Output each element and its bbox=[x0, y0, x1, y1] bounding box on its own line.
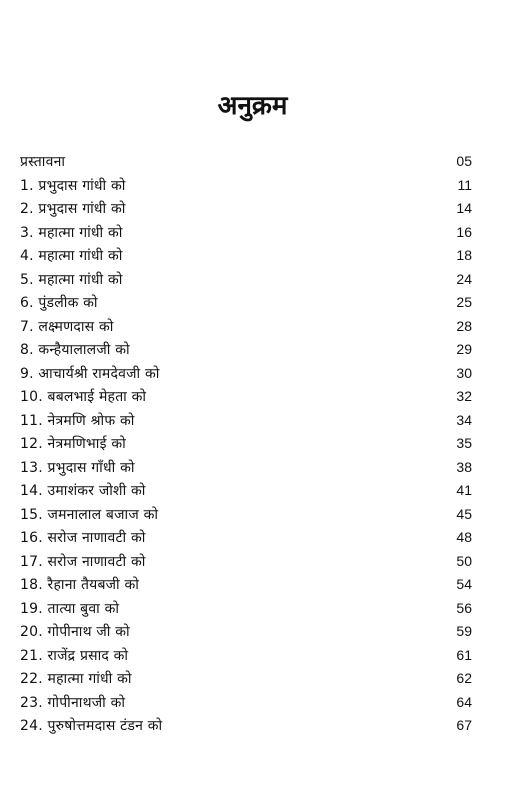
toc-entry-page-number: 14 bbox=[456, 200, 472, 216]
toc-entry-title: 15. जमनालाल बजाज को bbox=[20, 506, 159, 523]
toc-entry-title: 18. रैहाना तैयबजी को bbox=[20, 577, 140, 593]
toc-entry-page-number: 25 bbox=[456, 294, 472, 310]
toc-entry-page-number: 30 bbox=[456, 364, 472, 381]
toc-entry bbox=[20, 456, 472, 480]
toc-entry bbox=[20, 385, 472, 409]
toc-entry-page-number: 11 bbox=[457, 176, 472, 193]
toc-entry-page-number: 18 bbox=[456, 247, 472, 263]
toc-entry-title: प्रस्तावना bbox=[20, 154, 66, 170]
toc-entry-title: 3. महात्मा गांधी को bbox=[20, 224, 123, 241]
toc-entry bbox=[20, 597, 472, 621]
toc-entry-page-number: 56 bbox=[456, 599, 472, 616]
toc-entry bbox=[20, 150, 472, 174]
toc-entry-page-number: 50 bbox=[456, 552, 472, 569]
toc-entry-title: 5. महात्मा गांधी को bbox=[20, 271, 123, 288]
toc-entry-title: 6. पुंडलीक को bbox=[20, 295, 98, 311]
toc-entry-page-number: 64 bbox=[456, 693, 472, 710]
toc-entry-page-number: 24 bbox=[456, 270, 472, 287]
toc-entry-title: 7. लक्ष्मणदास को bbox=[20, 318, 114, 335]
toc-entry bbox=[20, 409, 472, 433]
toc-entry bbox=[20, 620, 472, 644]
toc-entry bbox=[20, 667, 472, 691]
toc-entry bbox=[20, 479, 472, 503]
toc-entry bbox=[20, 362, 472, 386]
toc-entry-title: 17. सरोज नाणावटी को bbox=[20, 553, 146, 570]
toc-entry-title: 1. प्रभुदास गांधी को bbox=[20, 177, 126, 194]
toc-entry-title: 23. गोपीनाथजी को bbox=[20, 694, 126, 711]
toc-entry-title: 21. राजेंद्र प्रसाद को bbox=[20, 647, 129, 664]
toc-entry-title: 13. प्रभुदास गाँधी को bbox=[20, 459, 135, 476]
toc-entry bbox=[20, 550, 472, 574]
toc-entry-page-number: 41 bbox=[456, 482, 472, 498]
toc-entry bbox=[20, 526, 472, 550]
toc-entry-page-number: 05 bbox=[456, 153, 472, 169]
page-title: अनुक्रम bbox=[217, 91, 288, 121]
toc-entry-title: 20. गोपीनाथ जी को bbox=[20, 624, 130, 640]
table-of-contents bbox=[20, 150, 472, 738]
toc-entry-title: 19. तात्या बुवा को bbox=[20, 600, 120, 617]
toc-entry-page-number: 32 bbox=[456, 388, 472, 404]
toc-entry bbox=[20, 573, 472, 597]
toc-entry-title: 10. बबलभाई मेहता को bbox=[20, 389, 147, 405]
toc-entry bbox=[20, 315, 472, 339]
toc-entry-page-number: 61 bbox=[456, 646, 472, 663]
toc-entry-title: 22. महात्मा गांधी को bbox=[20, 671, 132, 687]
toc-entry-title: 9. आचार्यश्री रामदेवजी को bbox=[20, 365, 160, 382]
toc-entry bbox=[20, 338, 472, 362]
toc-entry-title: 12. नेत्रमणिभाई को bbox=[20, 436, 126, 452]
toc-entry-title: 11. नेत्रमणि श्रोफ को bbox=[20, 412, 135, 429]
toc-entry bbox=[20, 221, 472, 245]
toc-entry bbox=[20, 291, 472, 315]
toc-entry-title: 24. पुरुषोत्तमदास टंडन को bbox=[20, 718, 163, 734]
toc-entry bbox=[20, 691, 472, 715]
toc-entry-page-number: 67 bbox=[456, 717, 472, 733]
toc-entry-page-number: 38 bbox=[456, 458, 472, 475]
toc-entry bbox=[20, 503, 472, 527]
toc-entry-page-number: 62 bbox=[456, 670, 472, 686]
toc-entry-page-number: 34 bbox=[456, 411, 472, 428]
toc-entry-page-number: 29 bbox=[456, 341, 472, 357]
toc-entry-title: 14. उमाशंकर जोशी को bbox=[20, 483, 146, 499]
toc-entry-title: 4. महात्मा गांधी को bbox=[20, 248, 123, 264]
toc-entry-title: 8. कन्हैयालालजी को bbox=[20, 342, 130, 358]
toc-entry bbox=[20, 244, 472, 268]
toc-entry-title: 2. प्रभुदास गांधी को bbox=[20, 201, 126, 217]
toc-entry-page-number: 45 bbox=[456, 505, 472, 522]
toc-entry bbox=[20, 644, 472, 668]
toc-entry-page-number: 54 bbox=[456, 576, 472, 592]
toc-entry-page-number: 28 bbox=[456, 317, 472, 334]
toc-entry-page-number: 16 bbox=[456, 223, 472, 240]
toc-entry bbox=[20, 174, 472, 198]
toc-entry-title: 16. सरोज नाणावटी को bbox=[20, 530, 146, 546]
toc-entry bbox=[20, 432, 472, 456]
toc-entry bbox=[20, 268, 472, 292]
toc-entry-page-number: 59 bbox=[456, 623, 472, 639]
toc-entry bbox=[20, 197, 472, 221]
toc-entry-page-number: 35 bbox=[456, 435, 472, 451]
toc-entry bbox=[20, 714, 472, 738]
toc-entry-page-number: 48 bbox=[456, 529, 472, 545]
